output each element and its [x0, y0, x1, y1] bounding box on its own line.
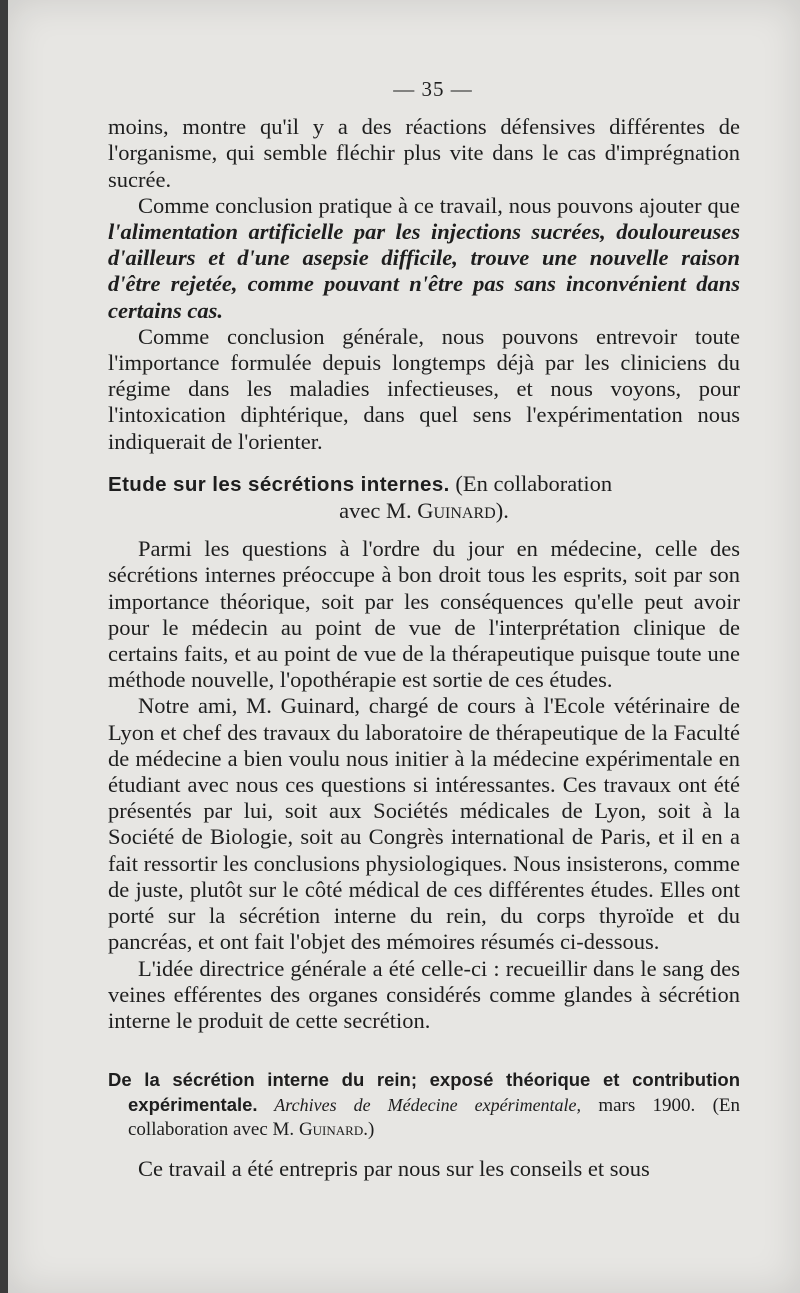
- section-heading-line2-post: ).: [495, 498, 509, 524]
- paragraph-3: Comme conclusion générale, nous pouvons entrevoir toute l'importance formulée depuis longtemps déjà par les cliniciens du régime dans les maladies infectieuses, et nous voyons, pour l'intoxication diphtérique, dans quel sens l'expérimentation nous indiquerait de l'orienter.: [108, 323, 740, 454]
- paragraph-2: [108, 193, 740, 324]
- section-heading-title: Etude sur les sécrétions internes.: [108, 472, 450, 496]
- subsection-date: mars 1900. (En collaboration avec M.: [128, 1095, 741, 1141]
- paragraph-2-emphasis: l'alimentation artificielle par les injections sucrées, douloureuses d'ailleurs et d'une asepsie difficile, trouve une nouvelle raison d'être rejetée, comme pouvant n'être pas sans inconvénient dans certains cas.: [108, 219, 740, 323]
- subsection-journal: Archives de Médecine expérimentale,: [257, 1095, 582, 1116]
- section-heading-author: Guinard: [417, 498, 496, 524]
- subsection-heading: [108, 1068, 740, 1142]
- paragraph-4: Parmi les questions à l'ordre du jour en médecine, celle des sécrétions internes préoccupe à bon droit tous les esprits, soit par son importance théorique, soit par les conséquences qu'elle peut avoir pour le médecin au point de vue de l'interprétation clinique de certains faits, et au point de vue de la thérapeutique puisque toute une méthode nouvelle, l'opothérapie est sortie de ces études.: [108, 536, 740, 693]
- section-heading-collab: (En collaboration: [449, 470, 613, 496]
- subsection-author: Guinard: [298, 1119, 364, 1141]
- paragraph-7: Ce travail a été entrepris par nous sur les conseils et sous: [138, 1156, 650, 1182]
- section-heading-line2-pre: avec M.: [339, 498, 418, 524]
- paragraph-5: Notre ami, M. Guinard, chargé de cours à l'Ecole vétérinaire de Lyon et chef des travaux du laboratoire de thérapeutique de la Faculté de médecine a bien voulu nous initier à la médecine expérimentale en étudiant avec nous ces questions si intéressantes. Ces travaux ont été présentés par lui, soit aux Sociétés médicales de Lyon, soit à la Société de Biologie, soit au Congrès international de Paris, et il en a fait ressortir les conclusions physiologiques. Nous insisterons, comme de juste, plutôt sur le côté médical de ces différentes études. Elles ont porté sur la sécrétion interne du rein, du corps thyroïde et du pancréas, et ont fait l'objet des mémoires résumés ci-dessous.: [108, 693, 740, 955]
- subsection-title: De la sécrétion interne du rein; exposé théorique et contribution expérimentale.: [108, 1069, 740, 1116]
- paragraph-1: moins, montre qu'il y a des réactions défensives différentes de l'organisme, qui semble fléchir plus vite dans le cas d'imprégnation sucrée.: [108, 114, 740, 192]
- subsection-end: .): [363, 1119, 375, 1141]
- section-heading: [108, 471, 740, 524]
- paragraph-2-intro: Comme conclusion pratique à ce travail, nous pouvons ajouter que: [138, 192, 740, 218]
- page-number: — 35 —: [393, 77, 473, 101]
- book-page: [8, 0, 800, 1293]
- page-content: [108, 76, 740, 1182]
- paragraph-6: L'idée directrice générale a été celle-ci : recueillir dans le sang des veines efférentes des organes considérés comme glandes à sécrétion interne le produit de cette secrétion.: [108, 955, 740, 1033]
